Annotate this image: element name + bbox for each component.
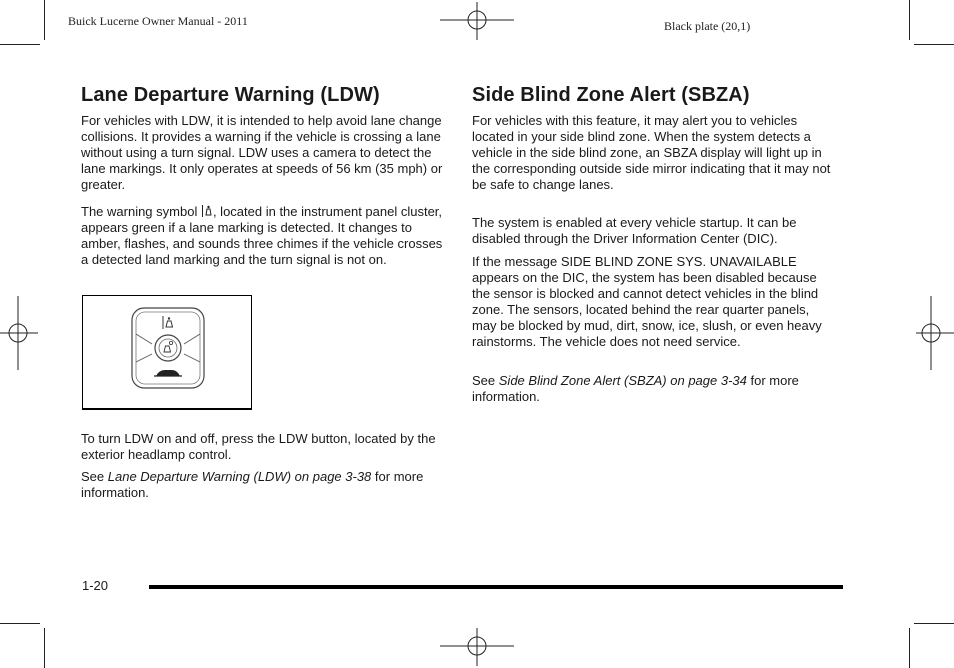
page-number: 1-20 <box>82 578 109 593</box>
footer-rule <box>149 585 843 589</box>
crop-mark-tl-h <box>0 44 40 45</box>
sbza-heading: Side Blind Zone Alert (SBZA) <box>472 84 750 106</box>
lane-departure-warning-icon <box>201 203 213 219</box>
registration-mark-bottom <box>440 626 514 666</box>
ldw-cross-reference-link[interactable]: Lane Departure Warning (LDW) on page 3-38 <box>107 469 372 484</box>
ldw-paragraph-symbol <box>81 203 445 268</box>
ldw-paragraph-button: To turn LDW on and off, press the LDW button, located by the exterior headlamp control. <box>81 431 436 462</box>
crop-mark-tr-h <box>914 44 954 45</box>
header-manual-title: Buick Lucerne Owner Manual - 2011 <box>68 14 248 28</box>
crop-mark-bl-v <box>44 628 45 668</box>
ldw-symbol-text-before: The warning symbol <box>81 204 198 219</box>
sbza-paragraph-enabled: The system is enabled at every vehicle startup. It can be disabled through the Driver Information Center (DIC). <box>472 215 797 246</box>
crop-mark-br-v <box>909 628 910 668</box>
ldw-symbol-text-after: , located in the instrument panel cluster, appears green if a lane marking is detected. It changes to amber, flashes, and sounds three chimes if the vehicle crosses a detected land marking and the turn signal is not on. <box>81 204 443 267</box>
sbza-cross-reference-link[interactable]: Side Blind Zone Alert (SBZA) on page 3-34 <box>498 373 747 388</box>
ldw-paragraph-intro: For vehicles with LDW, it is intended to help avoid lane change collisions. It provides a warning if the vehicle is crossing a lane without using a turn signal. LDW uses a camera to detect the lane markings. It only operates at speeds of 56 km (35 mph) or greater. <box>81 113 443 192</box>
crop-mark-br-h <box>914 623 954 624</box>
crop-mark-bl-h <box>0 623 40 624</box>
ldw-heading: Lane Departure Warning (LDW) <box>81 84 380 106</box>
sbza-see-suffix: for more information. <box>472 373 799 404</box>
crop-mark-tl-v <box>44 0 45 40</box>
registration-mark-right <box>914 296 954 370</box>
header-plate-label: Black plate (20,1) <box>664 19 751 33</box>
ldw-see-suffix: for more information. <box>81 469 424 500</box>
registration-mark-left <box>0 296 40 370</box>
ldw-see-reference <box>81 469 445 501</box>
sbza-see-prefix: See <box>472 373 496 388</box>
headlamp-control-panel-illustration <box>83 296 253 411</box>
ldw-button-figure <box>82 295 252 410</box>
crop-mark-tr-v <box>909 0 910 40</box>
sbza-paragraph-unavailable: If the message SIDE BLIND ZONE SYS. UNAVAILABLE appears on the DIC, the system has been disabled because the sensor is blocked and cannot detect vehicles in the blind zone. The sensors, located behind the rear quarter panels, may be blocked by mud, dirt, snow, ice, slush, or even heavy rainstorms. The vehicle does not need service. <box>472 254 822 349</box>
ldw-see-prefix: See <box>81 469 105 484</box>
registration-mark-top <box>440 2 514 42</box>
sbza-see-reference <box>472 373 836 405</box>
sbza-paragraph-intro: For vehicles with this feature, it may alert you to vehicles located in your side blind zone. When the system detects a vehicle in the side blind zone, an SBZA display will light up in the corresponding outside side mirror indicating that it may not be safe to change lanes. <box>472 113 831 192</box>
